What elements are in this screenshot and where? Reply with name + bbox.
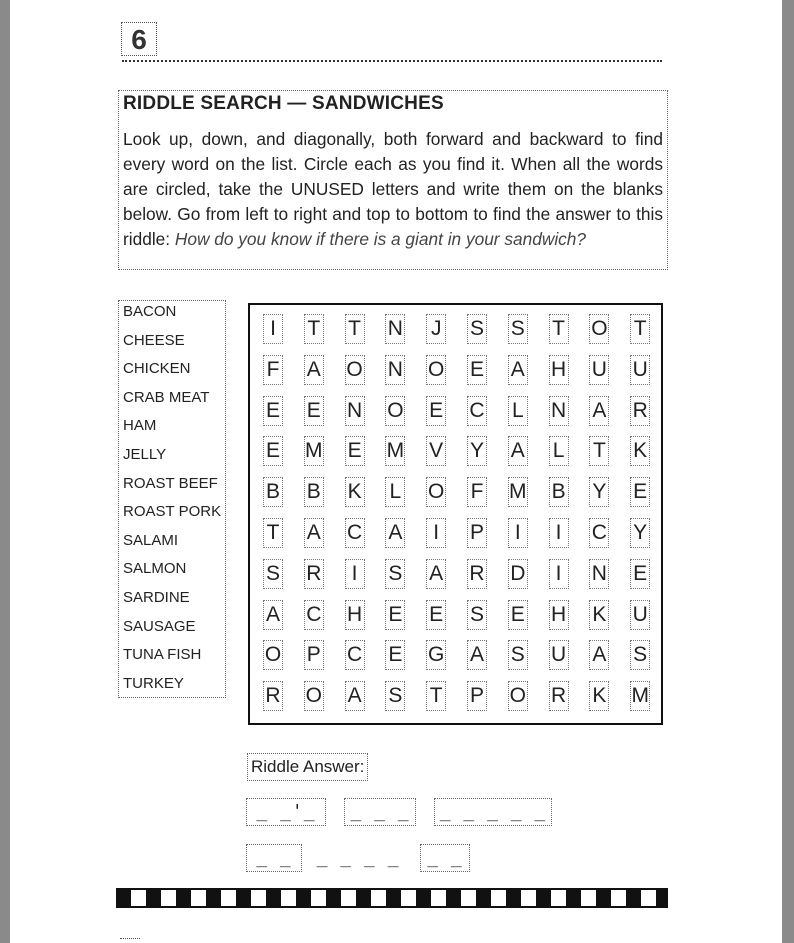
grid-letter[interactable]: S [385, 559, 405, 589]
word-search-grid [248, 303, 663, 725]
grid-letter[interactable]: P [467, 518, 487, 548]
grid-letter[interactable]: B [263, 477, 283, 507]
grid-letter[interactable]: A [508, 436, 528, 466]
grid-letter[interactable]: S [467, 600, 487, 630]
instructions-body: Look up, down, and diagonally, both forward and backward to find every word on the list. Circle each as you find it. When all the words are circled, take the UNUSED letters and write them on the blanks below. Go from left to right and top to bottom to find the answer to this riddle: [123, 129, 663, 249]
instructions-box [118, 90, 668, 270]
grid-letter[interactable]: C [467, 396, 487, 426]
word-list-item: SALAMI [123, 531, 179, 549]
grid-letter[interactable]: N [385, 355, 405, 385]
grid-letter[interactable]: N [385, 314, 405, 344]
grid-letter[interactable]: L [549, 436, 569, 466]
grid-letter[interactable]: C [304, 600, 324, 630]
grid-letter[interactable]: M [385, 436, 405, 466]
grid-letter[interactable]: A [345, 681, 365, 711]
grid-letter[interactable]: U [630, 600, 650, 630]
word-list-item: TUNA FISH [123, 646, 202, 664]
grid-letter[interactable]: H [549, 355, 569, 385]
grid-letter[interactable]: A [508, 355, 528, 385]
grid-letter[interactable]: I [426, 518, 446, 548]
grid-letter[interactable]: E [345, 436, 365, 466]
word-list-item: SALMON [123, 560, 187, 578]
grid-letter[interactable]: O [263, 640, 283, 670]
grid-letter[interactable]: E [467, 355, 487, 385]
word-list-item: JELLY [123, 446, 167, 463]
grid-letter[interactable]: B [549, 477, 569, 507]
grid-letter[interactable]: O [426, 355, 446, 385]
word-list-item: SARDINE [123, 589, 190, 606]
grid-letter[interactable]: I [345, 559, 365, 589]
grid-letter[interactable]: E [263, 436, 283, 466]
grid-letter[interactable]: C [345, 640, 365, 670]
grid-letter[interactable]: E [630, 477, 650, 507]
grid-letter[interactable]: J [426, 314, 446, 344]
grid-letter[interactable]: T [589, 436, 609, 466]
grid-letter[interactable]: H [549, 600, 569, 630]
grid-letter[interactable]: S [508, 314, 528, 344]
page-number: 6 [121, 22, 157, 56]
grid-letter[interactable]: O [426, 477, 446, 507]
word-list-item: HAM [123, 417, 157, 435]
instructions-text [123, 127, 663, 252]
grid-letter[interactable]: O [345, 355, 365, 385]
grid-letter[interactable]: A [589, 396, 609, 426]
grid-letter[interactable]: R [549, 681, 569, 711]
word-list-item: SAUSAGE [123, 617, 196, 635]
grid-letter[interactable]: A [304, 355, 324, 385]
word-list-item: TURKEY [123, 674, 184, 692]
riddle-question: How do you know if there is a giant in your sandwich? [174, 229, 587, 249]
grid-letter[interactable]: T [630, 314, 650, 344]
grid-letter[interactable]: V [426, 436, 446, 466]
grid-letter[interactable]: R [630, 396, 650, 426]
grid-letter[interactable]: E [426, 600, 446, 630]
grid-letter[interactable]: E [508, 600, 528, 630]
grid-letter[interactable]: O [589, 314, 609, 344]
grid-letter[interactable]: L [508, 396, 528, 426]
grid-letter[interactable]: N [345, 396, 365, 426]
grid-letter[interactable]: E [263, 396, 283, 426]
grid-letter[interactable]: D [508, 559, 528, 589]
grid-letter[interactable]: H [345, 600, 365, 630]
grid-letter[interactable]: S [508, 640, 528, 670]
puzzle-title: RIDDLE SEARCH — SANDWICHES [123, 93, 444, 114]
answer-blank[interactable]: _ _ _ _ [316, 847, 400, 868]
grid-letter[interactable]: U [549, 640, 569, 670]
grid-letter[interactable]: E [630, 559, 650, 589]
grid-letter[interactable]: E [426, 396, 446, 426]
grid-letter[interactable]: Y [467, 436, 487, 466]
grid-letter[interactable]: E [385, 600, 405, 630]
word-list [118, 300, 226, 698]
grid-letter[interactable]: Y [630, 518, 650, 548]
word-list-item: BACON [123, 303, 177, 320]
grid-letter[interactable]: C [345, 518, 365, 548]
grid-letter[interactable]: S [263, 559, 283, 589]
grid-letter[interactable]: O [508, 681, 528, 711]
grid-letter[interactable]: S [467, 314, 487, 344]
answer-blank[interactable]: _ _ [420, 844, 470, 872]
word-list-item: CHEESE [123, 331, 185, 349]
grid-letter[interactable]: T [549, 314, 569, 344]
word-list-item: CRAB MEAT [123, 388, 210, 406]
grid-letter[interactable]: G [426, 640, 446, 670]
checkered-border [116, 888, 668, 908]
grid-letter[interactable]: R [263, 681, 283, 711]
grid-letter[interactable]: Y [589, 477, 609, 507]
grid-letter[interactable]: P [304, 640, 324, 670]
word-list-item: CHICKEN [123, 360, 191, 378]
grid-letter[interactable]: B [304, 477, 324, 507]
grid-letter[interactable]: M [630, 681, 650, 711]
grid-letter[interactable]: K [589, 600, 609, 630]
grid-letter[interactable]: M [508, 477, 528, 507]
footer-divider [120, 938, 140, 939]
grid-letter[interactable]: K [345, 477, 365, 507]
answer-blank[interactable]: _ _ [246, 844, 302, 872]
grid-letter[interactable]: I [508, 518, 528, 548]
grid-letter[interactable]: O [304, 681, 324, 711]
grid-letter[interactable]: F [263, 355, 283, 385]
grid-letter[interactable]: A [385, 518, 405, 548]
riddle-answer-label: Riddle Answer: [247, 753, 368, 781]
grid-letter[interactable]: K [630, 436, 650, 466]
grid-letter[interactable]: A [467, 640, 487, 670]
grid-letter[interactable]: U [630, 355, 650, 385]
grid-letter[interactable]: C [589, 518, 609, 548]
grid-letter[interactable]: T [426, 681, 446, 711]
grid-letter[interactable]: R [304, 559, 324, 589]
grid-letter[interactable]: R [467, 559, 487, 589]
answer-blank[interactable]: _ _ _ _ _ [434, 798, 552, 826]
grid-letter[interactable]: N [549, 396, 569, 426]
word-list-item: ROAST BEEF [123, 474, 218, 492]
worksheet-page [10, 0, 782, 943]
grid-letter[interactable]: A [304, 518, 324, 548]
grid-letter[interactable]: U [589, 355, 609, 385]
grid-letter[interactable]: A [426, 559, 446, 589]
grid-letter[interactable]: T [345, 314, 365, 344]
answer-blank[interactable]: _ _ _ [344, 798, 416, 826]
header-divider [122, 60, 662, 62]
grid-letter[interactable]: S [385, 681, 405, 711]
grid-letter[interactable]: T [263, 518, 283, 548]
grid-letter[interactable]: N [589, 559, 609, 589]
grid-letter[interactable]: L [385, 477, 405, 507]
grid-letter[interactable]: K [589, 681, 609, 711]
grid-letter[interactable]: T [304, 314, 324, 344]
grid-letter[interactable]: P [467, 681, 487, 711]
grid-letter[interactable]: I [549, 518, 569, 548]
answer-blank[interactable]: _ _'_ [246, 798, 326, 826]
word-list-item: ROAST PORK [123, 503, 222, 521]
grid-letter[interactable]: O [385, 396, 405, 426]
grid-letter[interactable]: F [467, 477, 487, 507]
grid-letter[interactable]: E [385, 640, 405, 670]
grid-letter[interactable]: M [304, 436, 324, 466]
grid-letter[interactable]: A [589, 640, 609, 670]
grid-letter[interactable]: A [263, 600, 283, 630]
grid-letter[interactable]: I [263, 314, 283, 344]
grid-letter[interactable]: S [630, 640, 650, 670]
grid-letter[interactable]: E [304, 396, 324, 426]
grid-letter[interactable]: I [549, 559, 569, 589]
